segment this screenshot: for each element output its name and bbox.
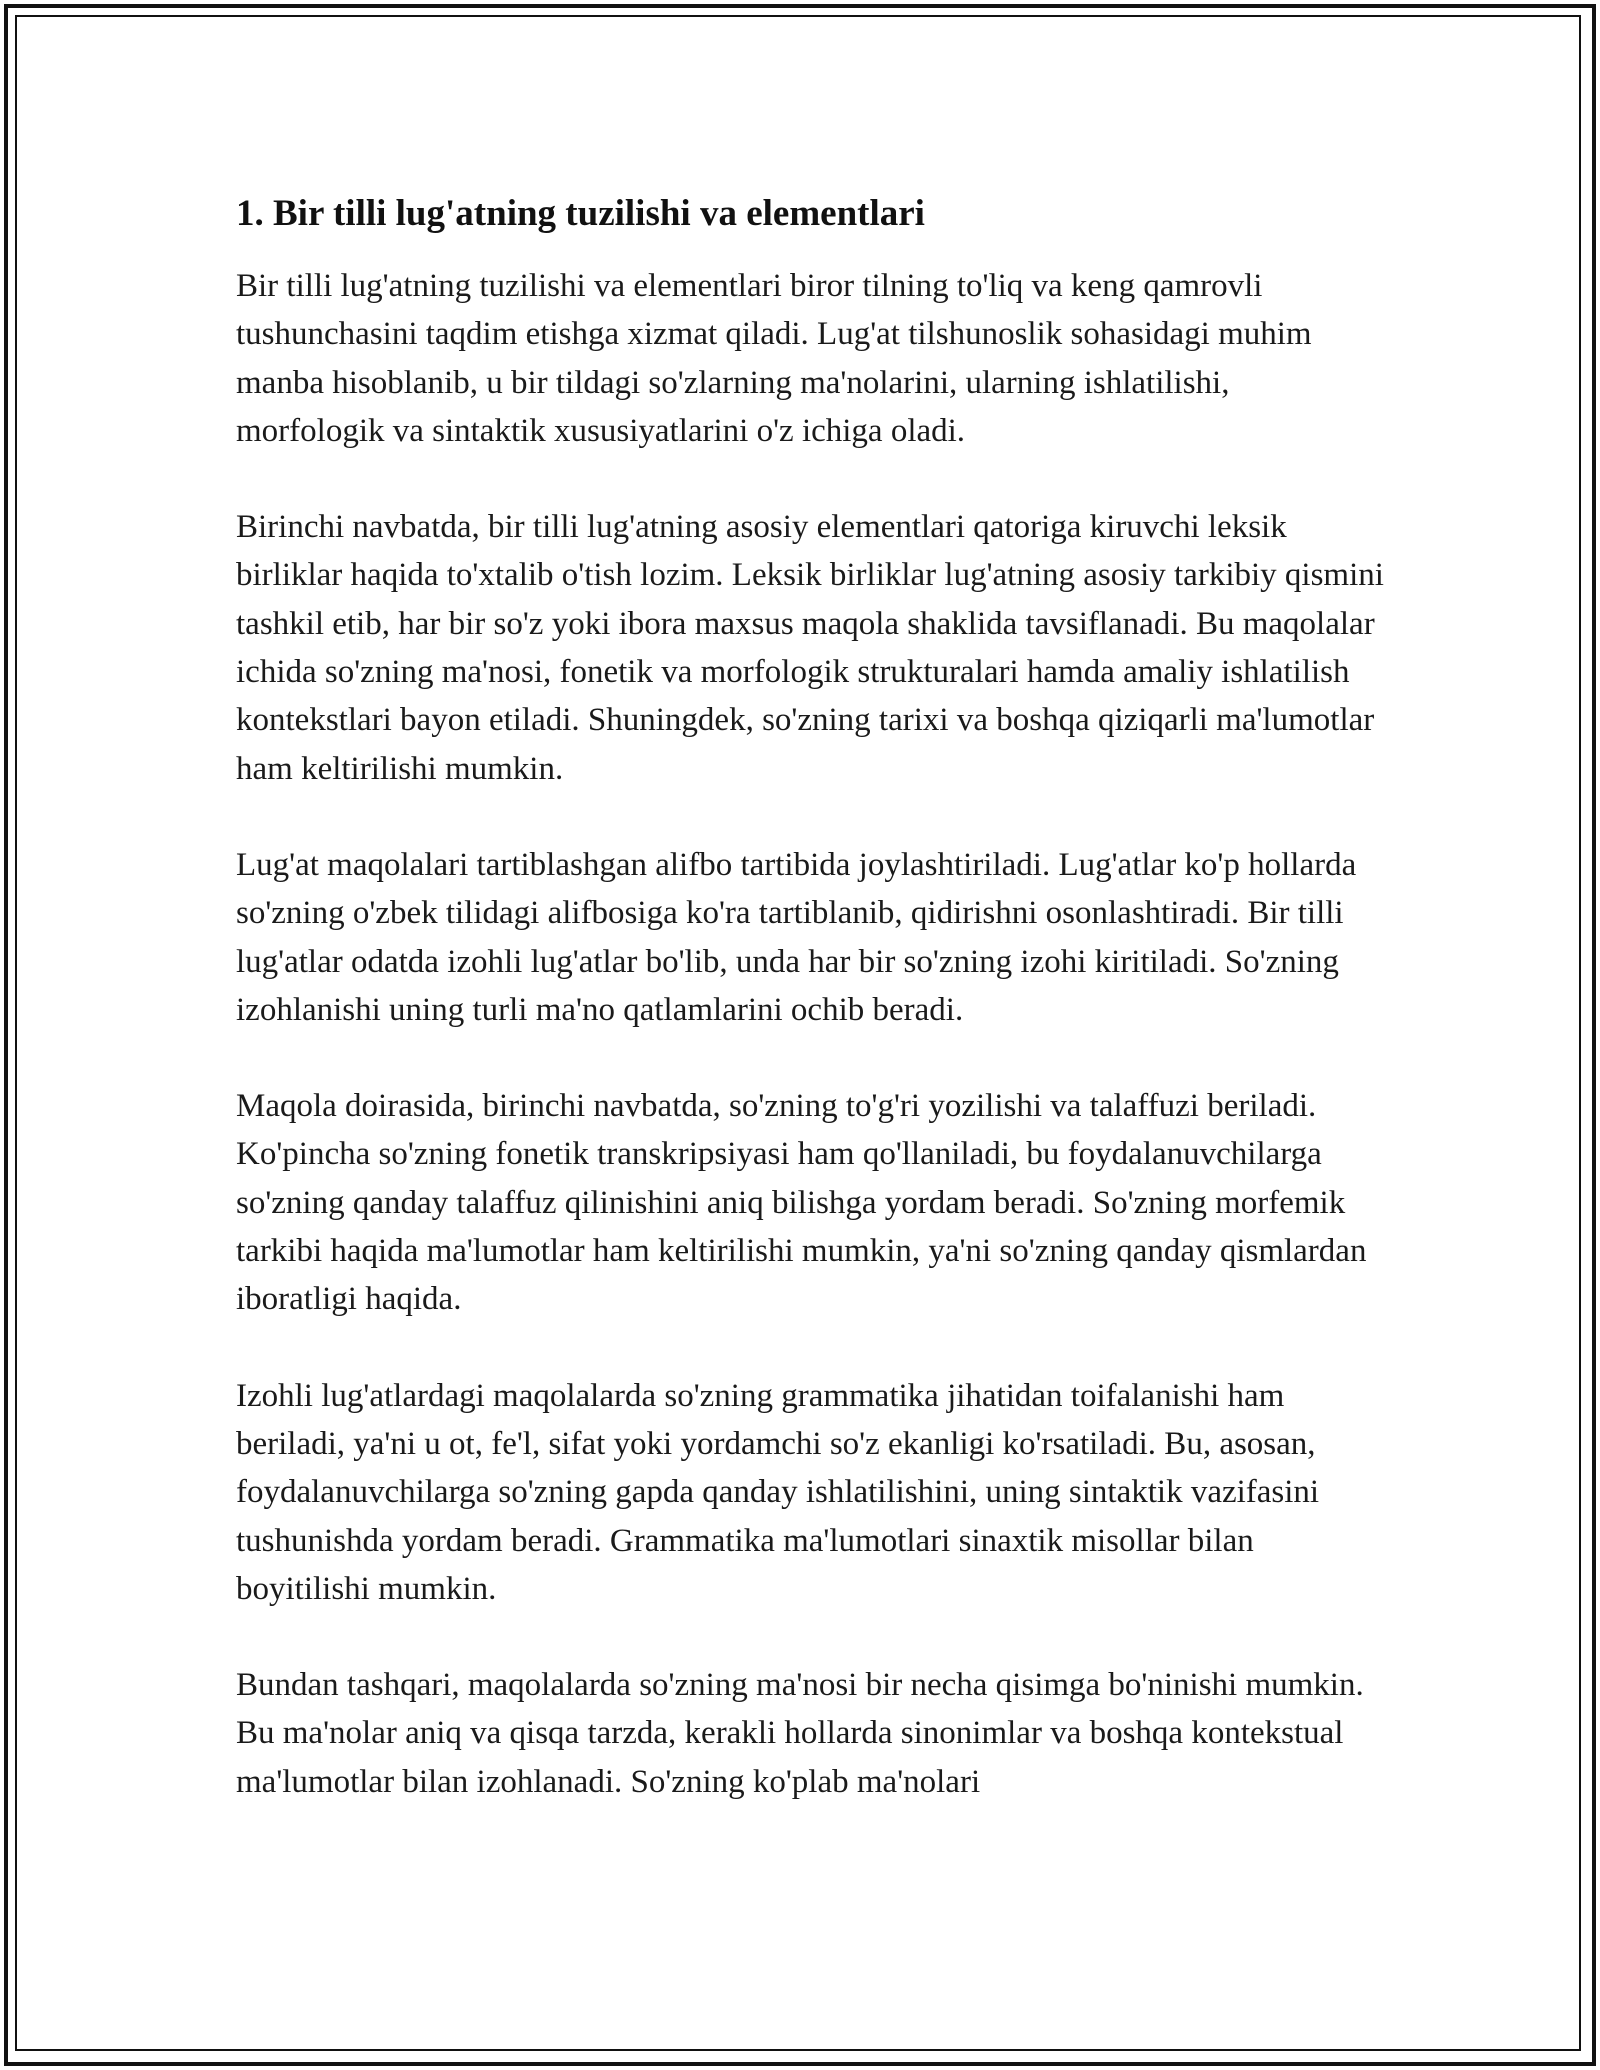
paragraph-6: Bundan tashqari, maqolalarda so'zning ma'nosi bir necha qisimga bo'ninishi mumkin. Bu ma'nolar aniq va qisqa tarzda, kerakli hollarda sinonimlar va boshqa kontekstual ma'lumotlar bilan izohlanadi. So'zning ko'plab ma'nolari: [236, 1667, 1364, 1800]
paragraph-4: Maqola doirasida, birinchi navbatda, so'zning to'g'ri yozilishi va talaffuzi beriladi. Ko'pincha so'zning fonetik transkripsiyasi ham qo'llaniladi, bu foydalanuvchilarga so'zning qanday talaffuz qilinishini aniq bilishga yordam beradi. So'zning morfemik tarkibi haqida ma'lumotlar ham keltirilishi mumkin, ya'ni so'zning qanday qismlardan iboratligi haqida.: [236, 1088, 1367, 1318]
paragraph-1: Bir tilli lug'atning tuzilishi va elementlari biror tilning to'liq va keng qamrovli tushunchasini taqdim etishga xizmat qiladi. Lug'at tilshunoslik sohasidagi muhim manba hisoblanib, u bir tildagi so'zlarning ma'nolarini, ularning ishlatilishi, morfologik va sintaktik xususiyatlarini o'z ichiga oladi.: [236, 268, 1312, 449]
section-heading: 1. Bir tilli lug'atning tuzilishi va elementlari: [236, 193, 925, 234]
paragraph-5: Izohli lug'atlardagi maqolalarda so'zning grammatika jihatidan toifalanishi ham beriladi, ya'ni u ot, fe'l, sifat yoki yordamchi so'z ekanligi ko'rsatiladi. Bu, asosan, foydalanuvchilarga so'zning gapda qanday ishlatilishini, uning sintaktik vazifasini tushunishda yordam beradi. Grammatika ma'lumotlari sinaxtik misollar bilan boyitilishi mumkin.: [236, 1377, 1320, 1607]
document-body: [236, 188, 1386, 1854]
paragraph-2: Birinchi navbatda, bir tilli lug'atning asosiy elementlari qatoriga kiruvchi leksik birliklar haqida to'xtalib o'tish lozim. Leksik birliklar lug'atning asosiy tarkibiy qismini tashkil etib, har bir so'z yoki ibora maxsus maqola shaklida tavsiflanadi. Bu maqolalar ichida so'zning ma'nosi, fonetik va morfologik strukturalari hamda amaliy ishlatilish kontekstlari bayon etiladi. Shuningdek, so'zning tarixi va boshqa qiziqarli ma'lumotlar ham keltirilishi mumkin.: [236, 509, 1384, 787]
paragraph-3: Lug'at maqolalari tartiblashgan alifbo tartibida joylashtiriladi. Lug'atlar ko'p hollarda so'zning o'zbek tilidagi alifbosiga ko'ra tartiblanib, qidirishni osonlashtiradi. Bir tilli lug'atlar odatda izohli lug'atlar bo'lib, unda har bir so'zning izohi kiritiladi. So'zning izohlanishi uning turli ma'no qatlamlarini ochib beradi.: [236, 846, 1357, 1028]
